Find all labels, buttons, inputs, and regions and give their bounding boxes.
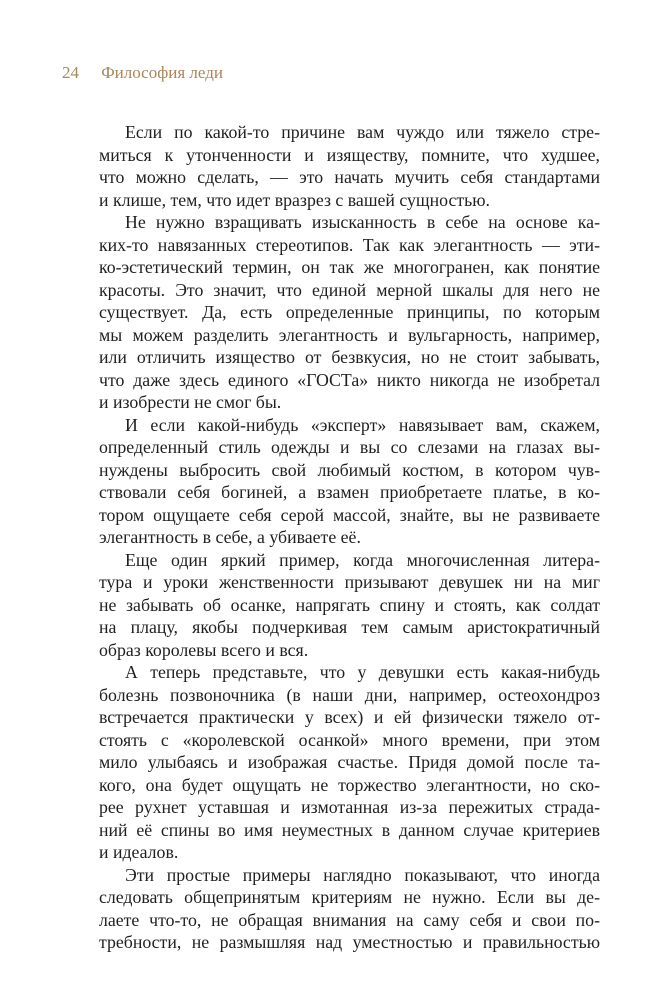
text-line: стоять с «королевской осанкой» много времени, при этом [99, 729, 600, 750]
text-line: мы можем разделить элегантность и вульгарность, например, [99, 324, 600, 345]
text-line: Еще один яркий пример, когда многочисленная литера- [125, 549, 600, 570]
text-line: тура и уроки женственности призывают девушек ни на миг [99, 572, 600, 592]
text-line: ких-то навязанных стереотипов. Так как элегантность — эти- [99, 234, 600, 255]
text-line: лаете что-то, не обращая внимания на саму себя и свои по- [99, 909, 600, 930]
text-line: болезнь позвоночника (в наши дни, например, остеохондроз [99, 684, 600, 705]
text-line: и изобрести не смог бы. [99, 392, 282, 412]
text-line: что можно сделать, — это начать мучить себя стандартами [99, 167, 600, 187]
text-line: миться к утонченности и изяществу, помните, что худшее, [99, 144, 600, 165]
text-line: образ королевы всего и вся. [99, 639, 309, 660]
text-line: Не нужно взращивать изысканность в себе на основе ка- [125, 212, 600, 232]
text-line: встречается практически у всех) и ей физически тяжело от- [99, 707, 600, 727]
text-line: и клише, тем, что идет вразрез с вашей сущностью. [99, 189, 490, 210]
text-line: что даже здесь единого «ГОСТа» никто никогда не изобретал [99, 369, 600, 390]
page-number: 24 [62, 63, 79, 82]
text-line: ствовали себя богиней, а взамен приобретаете платье, в ко- [99, 482, 600, 502]
running-head [62, 63, 223, 83]
book-title: Философия леди [101, 63, 223, 82]
text-line: следовать общепринятым критериям не нужно. Если вы де- [99, 887, 600, 907]
text-line: определенный стиль одежды и вы со слезами на глазах вы- [99, 437, 600, 457]
text-line: и идеалов. [99, 842, 179, 862]
text-line: красоты. Это значит, что единой мерной шкалы для него не [99, 279, 600, 300]
text-line: Эти простые примеры наглядно показывают, что иногда [125, 864, 600, 885]
text-line: тором ощущаете себя серой массой, знайте, вы не развиваете [99, 504, 600, 525]
text-line: А теперь представьте, что у девушки есть какая-нибудь [125, 662, 600, 682]
text-line: не забывать об осанке, напрягать спину и стоять, как солдат [99, 594, 600, 615]
text-line: существует. Да, есть определенные принципы, по которым [99, 302, 600, 322]
text-line: или отличить изящество от безвкусия, но не стоит забывать, [99, 347, 600, 367]
text-line: рее рухнет уставшая и измотанная из-за пережитых страда- [99, 797, 600, 817]
text-line: ний её спины во имя неуместных в данном случае критериев [99, 819, 600, 840]
text-line: нуждены выбросить свой любимый костюм, в котором чув- [99, 459, 600, 480]
text-line: элегантность в себе, а убиваете её. [99, 527, 361, 547]
text-line: Если по какой-то причине вам чуждо или тяжело стре- [125, 122, 600, 142]
text-line: на плацу, якобы подчеркивая тем самым аристократичный [99, 617, 600, 637]
text-line: мило улыбаясь и изображая счастье. Придя домой после та- [99, 752, 600, 772]
text-line: И если какой-нибудь «эксперт» навязывает вам, скажем, [125, 414, 600, 435]
text-line: требности, не размышляя над уместностью и правильностью [99, 932, 600, 952]
body-text [99, 121, 600, 954]
text-line: кого, она будет ощущать не торжество элегантности, но ско- [99, 774, 600, 795]
text-line: ко-эстетический термин, он так же многогранен, как понятие [99, 257, 600, 277]
